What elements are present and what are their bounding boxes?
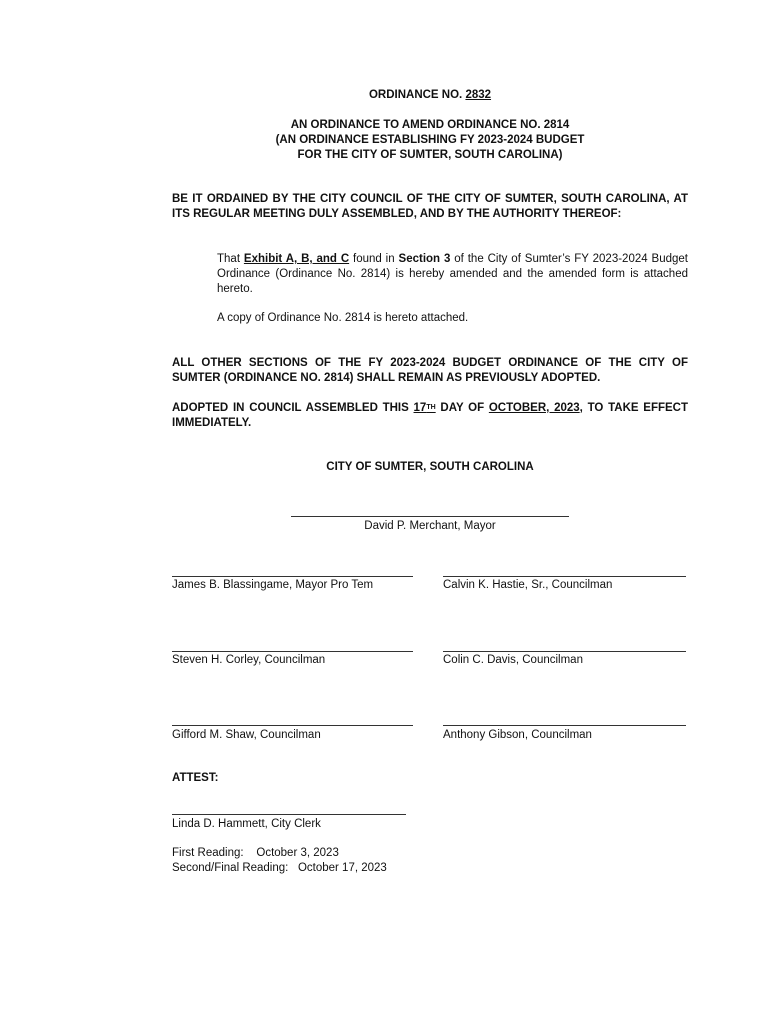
first-reading <box>172 847 339 859</box>
ordinance-number-value: 2832 <box>465 89 492 101</box>
title-line: FOR THE CITY OF SUMTER, SOUTH CAROLINA) <box>297 149 563 161</box>
clerk-name: Linda D. Hammett, City Clerk <box>172 818 321 830</box>
second-reading-label: Second/Final Reading: <box>172 862 289 874</box>
ordinance-number <box>0 89 770 101</box>
adopted-month-year: OCTOBER, 2023 <box>488 402 580 414</box>
adopted-text: DAY OF <box>435 402 489 414</box>
adopted-text: , TO TAKE EFFECT IMMEDIATELY. <box>172 402 688 429</box>
attest-label: ATTEST: <box>172 772 219 784</box>
second-reading-date: October 17, 2023 <box>297 862 387 874</box>
signatory-name: Colin C. Davis, Councilman <box>443 654 583 666</box>
signatory-name: James B. Blassingame, Mayor Pro Tem <box>172 579 374 591</box>
copy-attached-paragraph: A copy of Ordinance No. 2814 is hereto attached. <box>217 312 469 324</box>
clerk-signature-line <box>172 814 406 815</box>
signature-line <box>172 651 413 652</box>
ordinance-title <box>0 118 770 163</box>
signatory-name: Steven H. Corley, Councilman <box>172 654 326 666</box>
signatory-name: Anthony Gibson, Councilman <box>443 729 592 741</box>
signature-line <box>443 725 686 726</box>
signatory-name: Calvin K. Hastie, Sr., Councilman <box>443 579 613 591</box>
section-reference: Section 3 <box>398 253 451 265</box>
adopted-text: ADOPTED IN COUNCIL ASSEMBLED THIS <box>172 402 414 414</box>
para-text: found in <box>349 253 399 265</box>
signature-line <box>443 576 686 577</box>
signatory-name: Gifford M. Shaw, Councilman <box>172 729 321 741</box>
para-text: That <box>217 253 244 265</box>
ordinance-prefix: ORDINANCE NO. <box>368 89 466 101</box>
exhibit-reference: Exhibit A, B, and C <box>243 253 350 265</box>
adopted-day-number: 17 <box>413 402 427 414</box>
title-line: AN ORDINANCE TO AMEND ORDINANCE NO. 2814 <box>290 119 570 131</box>
ordained-clause: BE IT ORDAINED BY THE CITY COUNCIL OF THE CITY OF SUMTER, SOUTH CAROLINA, AT ITS REGULAR MEETING DULY ASSEMBLED, AND BY THE AUTHORITY THEREOF: <box>172 193 688 220</box>
signature-line <box>172 576 413 577</box>
first-reading-label: First Reading: <box>172 847 244 859</box>
first-reading-date: October 3, 2023 <box>256 847 339 859</box>
mayor-signature-line <box>291 516 569 517</box>
adopted-day <box>414 402 436 414</box>
para-text: of the City of Sumter’s FY 2023-2024 Budget Ordinance (Ordinance No. 2814) is hereby amended and the amended form is attached hereto. <box>217 253 688 295</box>
amendment-paragraph <box>217 252 688 297</box>
signature-line <box>443 651 686 652</box>
title-line: (AN ORDINANCE ESTABLISHING FY 2023-2024 BUDGET <box>275 134 585 146</box>
city-heading: CITY OF SUMTER, SOUTH CAROLINA <box>326 461 534 473</box>
mayor-name: David P. Merchant, Mayor <box>364 520 496 532</box>
adopted-clause <box>172 401 688 431</box>
other-sections-clause: ALL OTHER SECTIONS OF THE FY 2023-2024 BUDGET ORDINANCE OF THE CITY OF SUMTER (ORDINANCE NO. 2814) SHALL REMAIN AS PREVIOUSLY ADOPTED. <box>172 357 688 384</box>
signature-line <box>172 725 413 726</box>
adopted-day-suffix: TH <box>426 404 436 411</box>
second-reading <box>172 862 387 874</box>
